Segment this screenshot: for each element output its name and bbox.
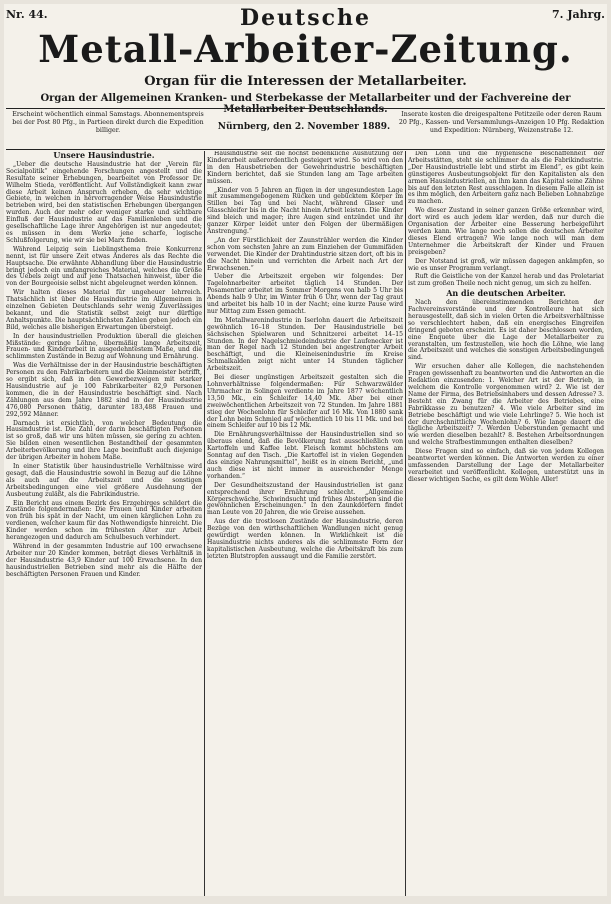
newspaper-title: Metall-Arbeiter-Zeitung. (38, 27, 573, 71)
article-columns (6, 151, 605, 896)
article-heading: Unsere Hausindustrie. (53, 151, 155, 160)
paragraph: Der Gesundheitszustand der Hausindustriellen ist ganz entsprechend ihrer Ernährung schlecht. „Allgemeine Körperschwäche, Schwindsucht und frühes Absterben sind die gewöhnlichen Erscheinungen.“ In den Zaunkdörfern findet man Leute von 20 Jahren, die wie Greise aussehen. (207, 481, 403, 517)
paragraph: In einer Statistik über hausindustrielle Verhältnisse wird gesagt, daß die Hausindustrie sowohl in Bezug auf die Löhne als auch auf die Arbeitszeit und die sonstigen Arbeitsbedingungen eine viel größere Ausdehnung der Ausbeutung zuläßt, als die Fabrikindustrie. (6, 462, 202, 498)
column-1 (6, 151, 202, 896)
paragraph: Darnach ist ersichtlich, von welcher Bedeutung die Hausindustrie ist. Die Zahl der darin beschäftigten Personen ist so groß, daß wir uns hüten müssen, sie gering zu achten. Sie bilden einen wesentlichen Bestandtheil der gesammten Arbeiterbevölkerung und ihre Lage beeinflußt auch diejenige der übrigen Arbeiter in hohem Maße. (6, 419, 202, 462)
column-divider (405, 151, 406, 896)
paragraph: Wir halten dieses Material für ungeheuer lehrreich. Thatsächlich ist über die Hausindustrie im Allgemeinen in einzelnen Gebieten Deutschlands sehr wenig Zuverlässiges bekannt, und die Statistik selbst zeigt nur dürftige Anhaltspunkte. Die hauptsächlichsten Zahlen geben jedoch ein Bild, welches alle bisherigen Erwartungen übersteigt. (6, 289, 202, 331)
paragraph: Nach den übereinstimmenden Berichten der Fachvereinsvorstände und der Kontrolleure hat sich herausgestellt, daß sich in vielen Orten die Arbeitsverhältnisse so verschlechtert haben, daß ein energisches Eingreifen dringend geboten erscheint. Es ist daher beschlossen worden, eine Enquete über die Lage der Metallarbeiter zu veranstalten, um festzustellen, wie hoch die Löhne, wie lang die Arbeitszeit und welches die sonstigen Arbeitsbedingungen sind. (408, 299, 604, 362)
issue-number: Nr. 44. (6, 8, 48, 21)
paragraph: „Ueber die deutsche Hausindustrie hat der „Verein für Socialpolitik“ eingehende Forschungen angestellt und die Resultate seiner Erhebungen, bearbeitet von Professor Dr. Wilhelm Stieda, veröffentlicht. Auf Vollständigkeit kann zwar diese Arbeit keinen Anspruch erheben, da sehr wichtige Gebiete, in welchen in hervorragender Weise Hausindustrie betrieben wird, bei den statistischen Erhebungen übergangen wurden. Auch der mehr oder weniger starke und sichtbare Einfluß der Hausindustrie auf das Familienleben und die gesellschaftliche Lage ihrer Angehörigen ist nur angedeutet; es müssen in dem Werke jene scharfe, logische Schlußfolgerung, wie wir sie bei Marx finden. (6, 160, 202, 244)
info-band (6, 108, 605, 150)
paragraph: Diese Fragen sind so einfach, daß sie von jedem Kollegen beantwortet werden können. Die Antworten werden zu einer umfassenden Darstellung der Lage der Metallarbeiter verarbeitet und veröffentlicht. Kollegen, unterstützt uns in dieser wichtigen Sache, es gilt dem Wohle Aller! (408, 448, 604, 483)
paragraph: Aus der die trostlosen Zustände der Hausindustrie, deren Bezüge von den wirthschaftlichen Wandlungen nicht genug gewürdigt werden können. In Wirklichkeit ist die Hausindustrie nichts anderes als die schlimmste Form der kapitalistischen Ausbeutung, welche die Arbeitskraft bis zum letzten Blutstropfen aussaugt und die Familie zerstört. (207, 518, 403, 560)
paragraph: Während in der gesammten Industrie auf 100 erwachsene Arbeiter nur 20 Kinder kommen, beträgt dieses Verhältniß in der Hausindustrie 43,9 Kinder auf 100 Erwachsene. In den hausindustriellen Betrieben sind mehr als die Hälfte der beschäftigten Personen Frauen und Kinder. (6, 542, 202, 578)
paragraph: Wir ersuchen daher alle Kollegen, die nachstehenden Fragen gewissenhaft zu beantworten und die Antworten an die Redaktion einzusenden: 1. Welcher Art ist der Betrieb, in welchem die Kontrolle vorgenommen wird? 2. Wie ist der Name der Firma, des Betriebsinhabers und dessen Adresse? 3. Besteht ein Zwang für die Arbeiter des Betriebes, eine Fabrikkasse zu benutzen? 4. Wie viele Arbeiter sind im Betriebe beschäftigt und wie viele Lehrlinge? 5. Wie hoch ist der durchschnittliche Wochenlohn? 6. Wie lange dauert die tägliche Arbeitszeit? 7. Werden Ueberstunden gemacht und wie werden dieselben bezahlt? 8. Bestehen Arbeitsordnungen und welche Strafbestimmungen enthalten dieselben? (408, 363, 604, 447)
paragraph: Ein Bericht aus einem Bezirk des Erzgebirges schildert die Zustände folgendermaßen: Die Frauen und Kinder arbeiten von früh bis spät in der Nacht, um einen kärglichen Lohn zu verdienen, welcher kaum für das Nothwendigste hinreicht. Die Kinder werden schon im frühesten Alter zur Arbeit herangezogen und dadurch am Schulbesuch verhindert. (6, 499, 202, 542)
paragraph: In der hausindustriellen Produktion überall die gleichen Mißstände: geringe Löhne, übermäßig lange Arbeitszeit, Frauen- und Kinderarbeit in ausgedehntestem Maße, und die schlimmsten Zustände in Bezug auf Wohnung und Ernährung. (6, 332, 202, 361)
volume-number: 7. Jahrg. (552, 8, 605, 21)
column-divider (204, 151, 205, 896)
paragraph: „Kinder von 5 Jahren an fügen in der ungesundesten Lage mit zusammengebogenem Rücken und gebücktem Körper im Stillen bei Tag und bei Nacht, während Glaser und Glasschleifer bis in die Nacht hinein Arbeit leisten. Die Kinder sind bleich und mager; ihre Augen sind entzündet und ihr ganzer Körper leidet unter den Folgen der übermäßigen Anstrengung.“ (207, 186, 403, 235)
column-3 (408, 151, 604, 896)
paragraph: Bei dieser ungünstigen Arbeitszeit gestalten sich die Lohnverhältnisse folgendermaßen: Für Schwarzwälder Uhrmacher in Solingen verdiente im Jahre 1877 wöchentlich 13,50 Mk., ein Schleifer 14,40 Mk. Aber bei einer zweiwöchentlichen Arbeitszeit von 72 Stunden. Im Jahre 1881 stieg der Wochenlohn für Schleifer auf 16 Mk. Von 1880 sank der Lohn beim Schmied auf wöchentlich 10 bis 11 Mk. und bei einem Schleifer auf 10 bis 12 Mk. (207, 374, 403, 430)
paragraph: Was die Verhältnisse der in der Hausindustrie beschäftigten Personen zu den Fabrikarbeitern und die Kleinmeister betrifft, so ergibt sich, daß in den Gewerbezweigen mit starker Hausindustrie auf je 100 Fabrikarbeiter 82,9 Personen kommen, die in der Hausindustrie beschäftigt sind. Nach Zählungen aus dem Jahre 1882 sind in der Hausindustrie 476,080 Personen thätig, darunter 183,488 Frauen und 292,592 Männer. (6, 362, 202, 418)
article-heading: An die deutschen Arbeiter. (446, 288, 566, 299)
paragraph: Ueber die Arbeitszeit ergeben wir folgendes: Der Tagelohnarbeiter arbeitet täglich 14 Stunden. Der Posamentier arbeitet im Sommer Morgens von halb 5 Uhr bis Abends halb 9 Uhr, im Winter früh 6 Uhr, wenn der Tag graut und arbeitet bis halb 10 in der Nacht; eine kurze Pause wird nur Mittag zum Essen gemacht. (207, 273, 403, 315)
paragraph: Hausindustrie seit die höchst bedenkliche Ausnutzung der Kinderarbeit außerordentlich gesteigert wird. So wird von den in den Hausbetrieben der Gewehrindustrie beschäftigten Kindern berichtet, daß sie Stunden lang am Tage arbeiten müssen. (207, 151, 403, 185)
paragraph: Die Ernährungsverhältnisse der Hausindustriellen sind so überaus elend, daß die Bevölkerung fast ausschließlich von Kartoffeln und Kaffee lebt. Fleisch kommt höchstens am Sonntag auf den Tisch. „Die Kartoffel ist in vielen Gegenden das einzige Nahrungsmittel“, heißt es in einem Bericht, „und auch diese ist nicht immer in ausreichender Menge vorhanden.“ (207, 431, 403, 480)
newspaper-page (4, 4, 607, 896)
advertising-info: Inserate kosten die dreigespaltene Petitzeile oder deren Raum 20 Pfg., Kassen- und Versammlungs-Anzeigen 10 Pfg. Redaktion und Expedition: Nürnberg, Weizenstraße 12. (398, 111, 605, 134)
subscription-info: Erscheint wöchentlich einmal Samstags. Abonnementspreis bei der Post 80 Pfg., in Partieen direkt durch die Expedition billiger. (12, 111, 204, 134)
paragraph: Der Notstand ist groß, wir müssen dagegen ankämpfen, so wie es unser Programm verlangt. (408, 257, 604, 272)
column-2 (207, 151, 403, 896)
paragraph: Während Leipzig sein Lieblingsthema freie Konkurrenz nennt, ist für unsere Zeit etwas Anderes als das Rechte die Hauptsache. Die erwähnte Abhandlung über die Hausindustrie bringt jedoch ein umfangreiches Material, welches die Größe des Uebels zeigt und auf jene Thatsachen hinweist, über die von der Bourgeoisie selbst nicht abgeleugnet werden können. (6, 245, 202, 288)
organ-line: Organ der Allgemeinen Kranken- und Sterbekasse der Metallarbeiter und der Fachvereine der Metallarbeiter Deutschlands. (40, 93, 571, 115)
paragraph: Wo dieser Zustand in seiner ganzen Größe erkennbar wird, dort wird es auch jedem klar werden, daß nur durch die Organisation der Arbeiter eine Besserung herbeigeführt werden kann. Wie lange noch sollen die deutschen Arbeiter dieses Elend ertragen? Wie lange noch will man dem Unternehmer die Arbeitskraft der Kinder und Frauen preisgeben? (408, 207, 604, 256)
date-line: Nürnberg, den 2. November 1889. (217, 122, 391, 132)
newspaper-subtitle: Organ für die Interessen der Metallarbeiter. (144, 74, 467, 89)
paragraph: Ruft die Geistliche von der Kanzel herab und das Proletariat ist zum großen Theile noch nicht genug, um sich zu helfen. (408, 273, 604, 288)
title-line-1: Deutsche (239, 5, 371, 31)
paragraph: Im Metallwarenindustrie in Iserlohn dauert die Arbeitszeit gewöhnlich 16–18 Stunden. Der Hausindustrielle bei sächsischen Spielwaren und Schnitzerei arbeitet 14–15 Stunden. In der Nagelschmiedeindustrie der Laufenecker ist man der Regel nach 12 Stunden bei angestrengter Arbeit beschäftigt, und die Kleineisenindustrie im Kreise Schmalkalden zeigt nicht unter 14 Stunden täglicher Arbeitszeit. (207, 316, 403, 373)
paragraph: Den Lohn und die hygienische Beschaffenheit der Arbeitsstätten, steht sie schlimmer da als die Fabrikindustrie. „Der Hausindustrielle lebt und stirbt im Elend“, es gibt kein günstigeres Ausbeutungsobjekt für den Kapitalisten als den armen Hausindustriellen, an ihm kann das Kapital seine Zähne bis auf den letzten Rest ausschlagen. In diesem Falle allein ist es ihm möglich, den Arbeitern ganz nach Belieben Lohnabzüge zu machen. (408, 151, 604, 206)
paragraph: „An der Fürstlichkeit der Zaunsträhler werden die Kinder schon vom sechsten Jahre an zum Einziehen der Gummifäden verwendet. Die Kinder der Drahtindustrie sitzen dort, oft bis in die Nacht hinein und verrichten die Arbeit nach Art der Erwachsenen.“ (207, 236, 403, 272)
